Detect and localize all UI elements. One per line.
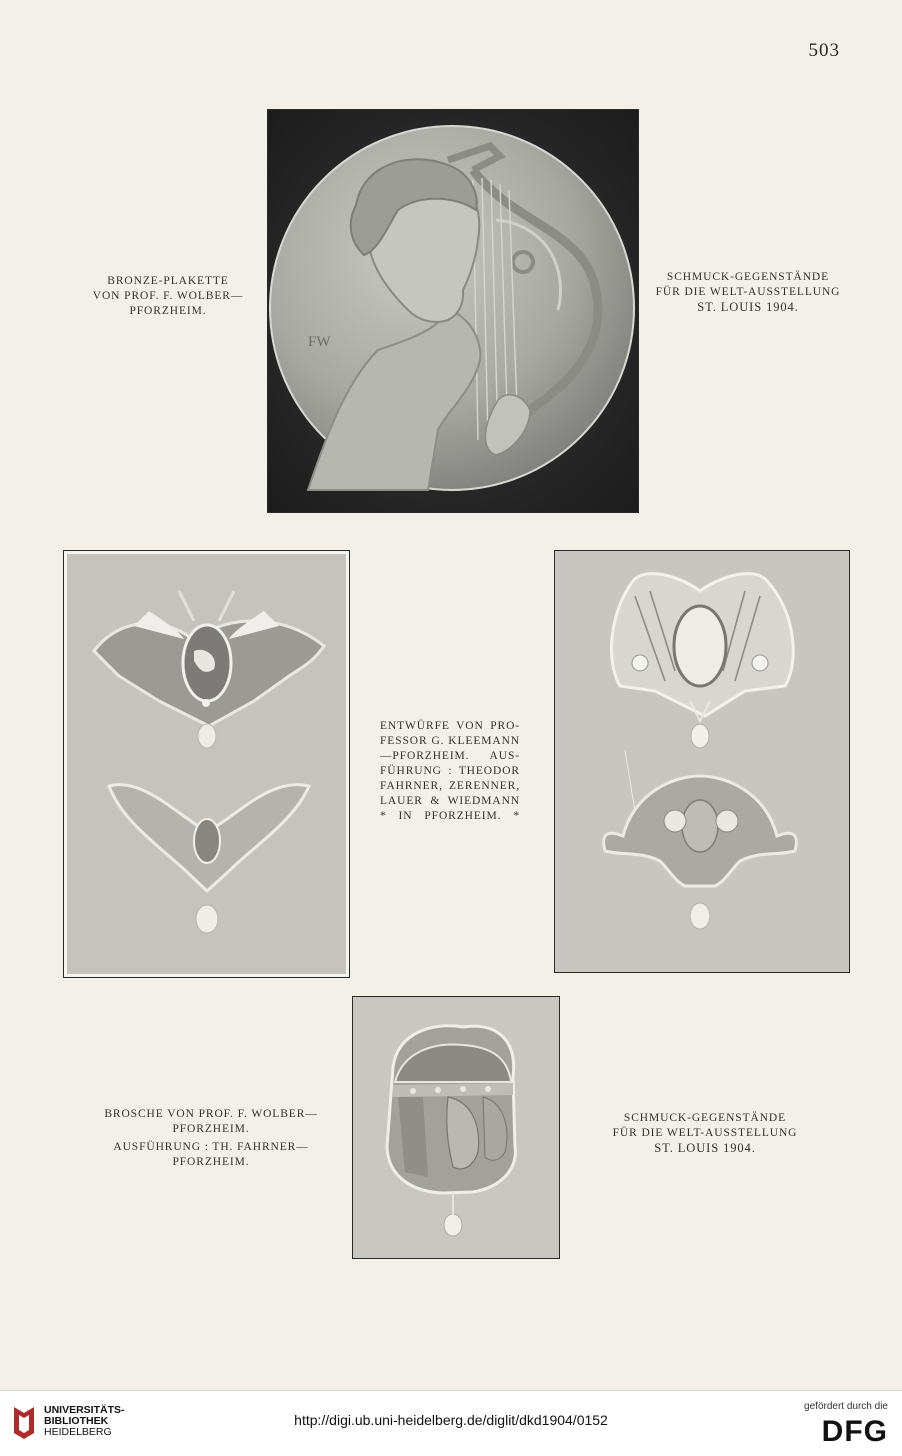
library-name-line: BIBLIOTHEK [44, 1415, 109, 1427]
plate-brosche-helmet [352, 996, 560, 1259]
library-name-line: UNIVERSITÄTS- [44, 1404, 125, 1416]
footer-bar [0, 1390, 902, 1456]
caption-bronze-plakette [78, 274, 258, 319]
caption-entwuerfe [380, 719, 520, 824]
funding-note: gefördert durch die [804, 1401, 888, 1412]
caption-line: ST. LOUIS 1904. [697, 300, 799, 314]
caption-line: ENTWÜRFE VON PRO- [380, 720, 520, 732]
dfg-logo: DFG [821, 1415, 888, 1448]
caption-schmuck-bottom [600, 1111, 810, 1156]
caption-line: FÜR DIE WELT-AUSSTELLUNG [612, 1127, 798, 1139]
caption-line: FESSOR G. KLEEMANN [380, 735, 520, 747]
caption-line: FÜR DIE WELT-AUSSTELLUNG [655, 286, 841, 298]
plate-brooches-left [63, 550, 350, 978]
brooches-left-image [64, 551, 349, 977]
caption-line: PFORZHEIM. [129, 305, 207, 317]
caption-line: SCHMUCK-GEGENSTÄNDE [623, 1112, 787, 1124]
library-name-line: HEIDELBERG [44, 1426, 112, 1438]
caption-schmuck-top [648, 270, 848, 315]
caption-line: LAUER & WIEDMANN [380, 795, 520, 807]
medal-image [268, 110, 638, 512]
caption-line: SCHMUCK-GEGENSTÄNDE [666, 271, 830, 283]
caption-line: BROSCHE VON PROF. F. WOLBER— [104, 1108, 318, 1120]
caption-brosche [86, 1107, 336, 1170]
caption-line: BRONZE-PLAKETTE [107, 275, 229, 287]
caption-line: PFORZHEIM. [172, 1156, 250, 1168]
caption-line: —PFORZHEIM. AUS- [380, 750, 520, 762]
caption-line: AUSFÜHRUNG : TH. FAHRNER— [113, 1141, 309, 1153]
brooches-right-image [555, 551, 849, 972]
caption-line: FAHRNER, ZERENNER, [380, 780, 520, 792]
caption-line: * IN PFORZHEIM. * [380, 810, 520, 822]
plate-bronze-medal [267, 109, 639, 513]
permalink-url[interactable]: http://digi.ub.uni-heidelberg.de/diglit/dkd1904/0152 [294, 1412, 608, 1428]
caption-line: FÜHRUNG : THEODOR [380, 765, 520, 777]
plate-brooches-right [554, 550, 850, 973]
caption-line: PFORZHEIM. [172, 1123, 250, 1135]
page-number: 503 [808, 40, 840, 61]
caption-line: VON PROF. F. WOLBER— [92, 290, 244, 302]
caption-line: ST. LOUIS 1904. [654, 1141, 756, 1155]
brosche-helmet-image [353, 997, 559, 1258]
medal-monogram: FW [308, 334, 331, 350]
